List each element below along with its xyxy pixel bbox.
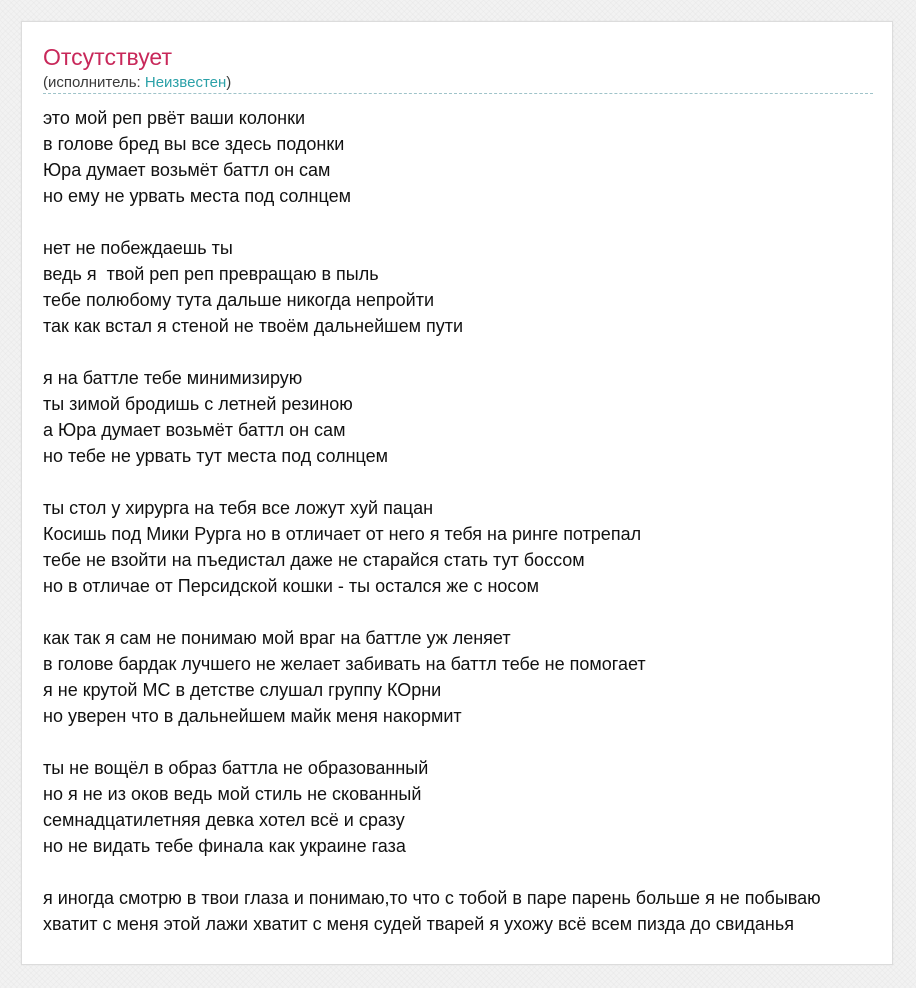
lyric-line: нет не побеждаешь ты [43,238,233,258]
lyric-line: я иногда смотрю в твои глаза и понимаю,то что с тобой в паре парень больше я не побываю [43,888,821,908]
lyrics-card [21,21,893,965]
lyric-line: это мой реп рвёт ваши колонки [43,108,306,128]
lyric-line: а Юра думает возьмёт баттл он сам [43,420,346,440]
lyrics-stanza [43,755,821,859]
lyric-line: но в отличае от Персидской кошки - ты остался же с носом [43,576,540,596]
lyric-line: но я не из оков ведь мой стиль не скованный [43,784,422,804]
lyric-line: я не крутой МС в детстве слушал группу КОрни [43,680,442,700]
lyric-line: тебе не взойти на пъедистал даже не старайся стать тут боссом [43,550,585,570]
title-divider [43,93,873,94]
lyrics-body [43,105,821,937]
artist-link[interactable]: Неизвестен [144,74,227,91]
song-title: Отсутствует [43,44,172,70]
lyric-line: ты не вощёл в образ баттла не образованный [43,758,429,778]
lyric-line: так как встал я стеной не твоём дальнейшем пути [43,316,464,336]
lyric-line: семнадцатилетняя девка хотел всё и сразу [43,810,405,830]
lyrics-stanza [43,885,821,937]
artist-suffix: ) [226,74,232,91]
lyrics-stanza [43,105,821,209]
lyric-line: но ему не урвать места под солнцем [43,186,351,206]
artist-prefix: (исполнитель: [43,74,145,91]
lyrics-stanza [43,365,821,469]
lyric-line: но тебе не урвать тут места под солнцем [43,446,389,466]
lyrics-stanza [43,235,821,339]
artist-line [43,73,231,93]
lyric-line: я на баттле тебе минимизирую [43,368,303,388]
lyric-line: тебе полюбому тута дальше никогда непройти [43,290,435,310]
lyric-line: ты зимой бродишь с летней резиною [43,394,353,414]
lyric-line: но уверен что в дальнейшем майк меня накормит [43,706,462,726]
lyric-line: ведь я твой реп реп превращаю в пыль [43,264,379,284]
lyric-line: но не видать тебе финала как украине газа [43,836,406,856]
lyric-line: как так я сам не понимаю мой враг на баттле уж леняет [43,628,511,648]
lyrics-stanza [43,625,821,729]
lyric-line: в голове бред вы все здесь подонки [43,134,345,154]
lyric-line: ты стол у хирурга на тебя все ложут хуй пацан [43,498,434,518]
lyrics-stanza [43,495,821,599]
lyric-line: в голове бардак лучшего не желает забивать на баттл тебе не помогает [43,654,646,674]
lyric-line: Косишь под Мики Рурга но в отличает от него я тебя на ринге потрепал [43,524,642,544]
lyric-line: Юра думает возьмёт баттл он сам [43,160,331,180]
lyric-line: хватит с меня этой лажи хватит с меня судей тварей я ухожу всё всем пизда до свиданья [43,914,794,934]
